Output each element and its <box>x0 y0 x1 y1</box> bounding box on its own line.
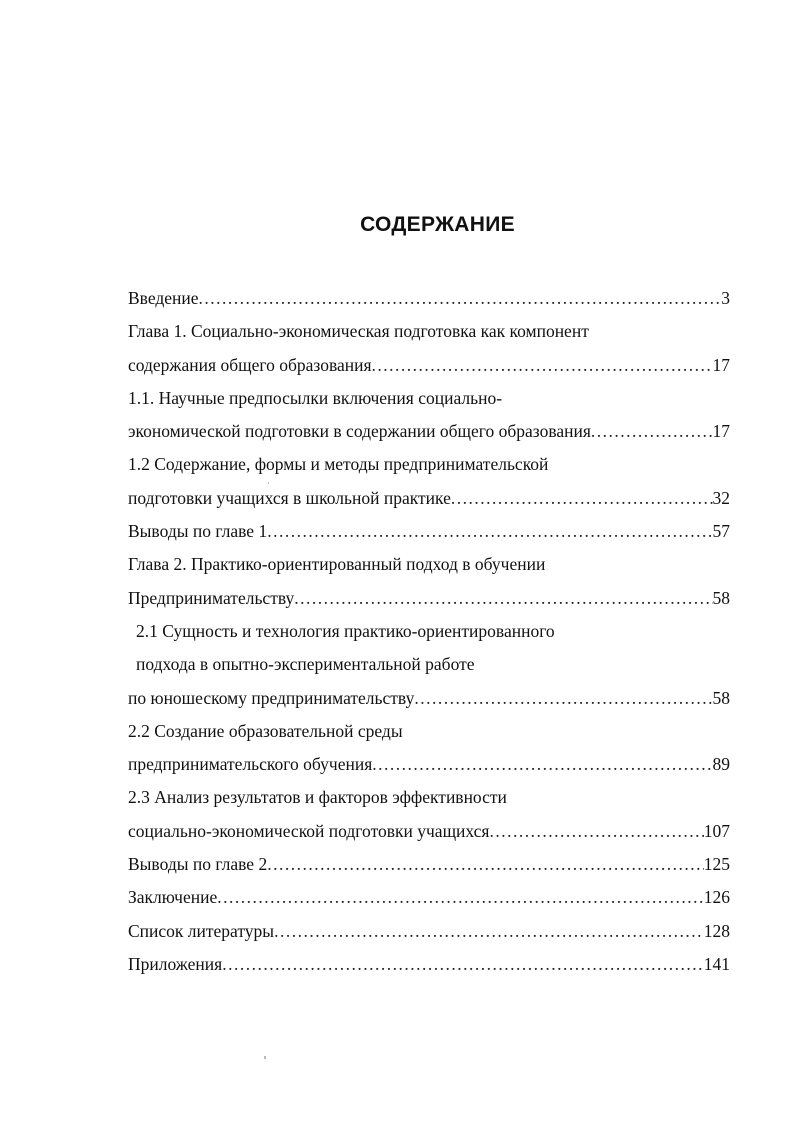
toc-entry-label: экономической подготовки в содержании общего образования <box>128 421 591 442</box>
toc-page-number: 32 <box>712 487 730 508</box>
toc-entry-references[interactable] <box>128 915 730 948</box>
toc-entry-section-2-3[interactable] <box>128 815 730 848</box>
toc-entry-chapter-2-line: Глава 2. Практико-ориентированный подход в обучении <box>128 554 546 575</box>
toc-entry-chapter-2[interactable] <box>128 582 730 615</box>
toc-entry-chapter-1[interactable] <box>128 349 730 382</box>
dot-leader <box>591 415 713 448</box>
toc-page-number: 58 <box>712 687 730 708</box>
dot-leader <box>222 948 704 981</box>
toc-entry-section-2-1-line: подхода в опытно-экспериментальной работе <box>136 654 475 675</box>
toc-entry-introduction[interactable] <box>128 282 730 315</box>
toc-entry-chapter-1-line: Глава 1. Социально-экономическая подготовка как компонент <box>128 321 589 342</box>
table-of-contents <box>128 282 730 981</box>
toc-entry-label: Заключение <box>128 887 218 908</box>
toc-entry-label: Приложения <box>128 953 223 974</box>
page-title: СОДЕРЖАНИЕ <box>360 213 515 236</box>
dot-leader <box>199 282 722 315</box>
dot-leader <box>274 915 704 948</box>
scan-speck <box>264 1056 266 1059</box>
toc-entry-section-1-2-line: 1.2 Содержание, формы и методы предпринимательской <box>128 454 549 475</box>
toc-entry-section-2-2-line: 2.2 Создание образовательной среды <box>128 720 403 741</box>
toc-page-number: 17 <box>712 354 730 375</box>
toc-entry-label: Выводы по главе 2 <box>128 854 268 875</box>
toc-entry-label: подготовки учащихся в школьной практике <box>128 487 451 508</box>
toc-entry-conclusion[interactable] <box>128 881 730 914</box>
toc-page-number: 126 <box>703 887 730 908</box>
dot-leader <box>414 682 712 715</box>
dot-leader <box>267 515 712 548</box>
toc-page-number: 58 <box>712 587 730 608</box>
toc-entry-label: Предпринимательству <box>128 587 295 608</box>
toc-entry-section-1-1-line: 1.1. Научные предпосылки включения социально- <box>128 387 503 408</box>
toc-entry-conclusions-2[interactable] <box>128 848 730 881</box>
toc-entry-conclusions-1[interactable] <box>128 515 730 548</box>
toc-entry-label: Выводы по главе 1 <box>128 521 268 542</box>
dot-leader <box>217 881 704 914</box>
toc-entry-section-2-3-line: 2.3 Анализ результатов и факторов эффективности <box>128 787 507 808</box>
dot-leader <box>294 582 712 615</box>
toc-entry-label: социально-экономической подготовки учащихся <box>128 820 490 841</box>
toc-page-number: 17 <box>712 421 730 442</box>
toc-entry-label: Введение <box>128 288 199 308</box>
toc-entry-section-2-2[interactable] <box>128 748 730 781</box>
toc-page-number: 57 <box>712 521 730 542</box>
toc-page-number: 128 <box>703 920 730 941</box>
dot-leader <box>489 815 703 848</box>
toc-entry-label: Список литературы <box>128 920 275 941</box>
toc-entry-label: содержания общего образования <box>128 354 372 375</box>
toc-entry-label: по юношескому предпринимательству <box>128 687 415 708</box>
scan-speck <box>268 482 269 484</box>
toc-entry-label: предпринимательского обучения <box>128 754 373 775</box>
toc-entry-section-1-2[interactable] <box>128 482 730 515</box>
toc-page-number: 107 <box>703 820 730 841</box>
toc-page-number: 125 <box>703 854 730 875</box>
dot-leader <box>451 482 713 515</box>
toc-entry-appendices[interactable] <box>128 948 730 981</box>
dot-leader <box>372 748 712 781</box>
toc-entry-section-2-1[interactable] <box>128 682 730 715</box>
toc-page-number: 3 <box>721 288 730 308</box>
toc-entry-section-2-1-line: 2.1 Сущность и технология практико-ориентированного <box>136 620 555 641</box>
dot-leader <box>267 848 704 881</box>
toc-page-number: 141 <box>703 953 730 974</box>
dot-leader <box>372 349 713 382</box>
toc-page-number: 89 <box>712 754 730 775</box>
toc-entry-section-1-1[interactable] <box>128 415 730 448</box>
